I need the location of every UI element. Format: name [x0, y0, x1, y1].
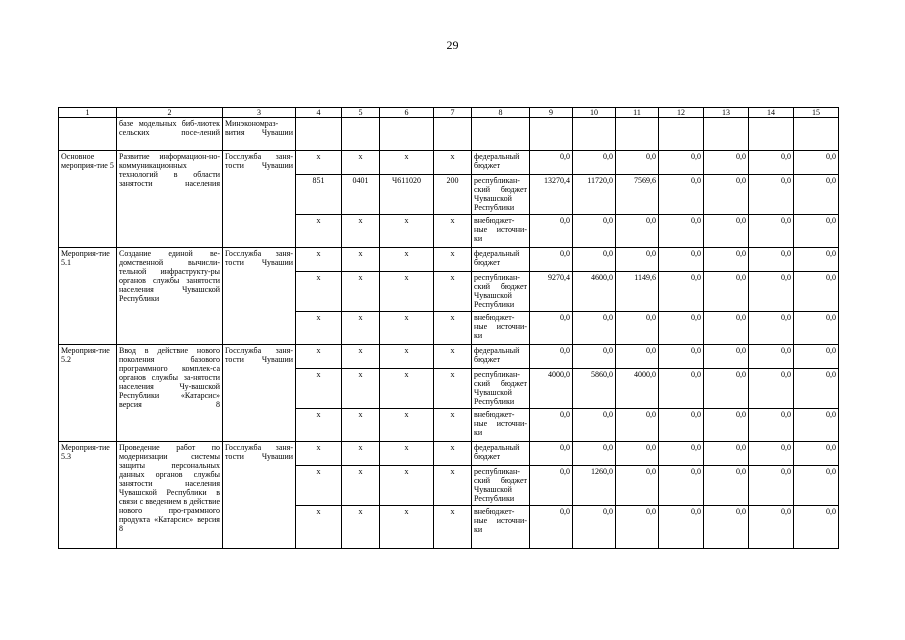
code-cell: x [296, 466, 342, 506]
column-header: 15 [794, 108, 839, 118]
code-cell: x [434, 369, 472, 409]
column-header: 10 [573, 108, 616, 118]
code-cell: x [434, 442, 472, 466]
value-cell: 0,0 [704, 409, 749, 442]
code-cell: x [380, 442, 434, 466]
measure-name: Мероприя-тие 5.2 [59, 345, 117, 442]
value-cell: 0,0 [659, 506, 704, 549]
code-cell: x [434, 248, 472, 272]
value-cell: 5860,0 [573, 369, 616, 409]
code-cell: x [342, 369, 380, 409]
value-cell: 0,0 [794, 369, 839, 409]
value-cell: 0,0 [794, 506, 839, 549]
value-cell: 0,0 [659, 272, 704, 312]
code-cell: x [342, 466, 380, 506]
budget-table [58, 107, 839, 549]
code-cell: x [342, 312, 380, 345]
value-cell: 0,0 [530, 506, 573, 549]
value-cell: 0,0 [794, 215, 839, 248]
value-cell: 4600,0 [573, 272, 616, 312]
value-cell: 0,0 [794, 409, 839, 442]
funding-source: республикан-ский бюджет Чувашской Республики [472, 369, 530, 409]
page-number: 29 [446, 38, 459, 52]
value-cell: 0,0 [704, 175, 749, 215]
measure-executor: Госслужба заня-тости Чувашии [223, 248, 296, 345]
code-cell: x [380, 151, 434, 175]
code-cell: x [380, 215, 434, 248]
code-cell: 0401 [342, 175, 380, 215]
continuation-cell [704, 118, 749, 151]
value-cell: 0,0 [794, 272, 839, 312]
measure-executor: Госслужба заня-тости Чувашии [223, 345, 296, 442]
column-header: 13 [704, 108, 749, 118]
value-cell: 0,0 [616, 506, 659, 549]
column-header: 9 [530, 108, 573, 118]
measure-description: Создание единой ве-домственной вычисли-тельной инфраструкту-ры органов службы занятости населения Чувашской Республики [117, 248, 223, 345]
continuation-row [59, 118, 839, 151]
code-cell: x [434, 345, 472, 369]
value-cell: 0,0 [530, 442, 573, 466]
code-cell: Ч611020 [380, 175, 434, 215]
code-cell: 851 [296, 175, 342, 215]
code-cell: x [296, 312, 342, 345]
value-cell: 0,0 [794, 466, 839, 506]
code-cell: x [380, 369, 434, 409]
code-cell: x [342, 151, 380, 175]
continuation-cell [296, 118, 342, 151]
value-cell: 0,0 [530, 151, 573, 175]
value-cell: 0,0 [659, 248, 704, 272]
code-cell: x [296, 151, 342, 175]
continuation-description: базе модельных биб-лиотек сельских посе-лений [117, 118, 223, 151]
funding-source: республикан-ский бюджет Чувашской Республики [472, 466, 530, 506]
funding-source: внебюджет-ные источни-ки [472, 215, 530, 248]
value-cell: 0,0 [616, 442, 659, 466]
column-header: 1 [59, 108, 117, 118]
value-cell: 7569,6 [616, 175, 659, 215]
funding-source: республикан-ский бюджет Чувашской Республики [472, 175, 530, 215]
code-cell: x [342, 215, 380, 248]
value-cell: 9270,4 [530, 272, 573, 312]
measure-description: Развитие информацион-но-коммуникационных технологий в области занятости населения [117, 151, 223, 248]
funding-source: федеральный бюджет [472, 442, 530, 466]
code-cell: x [434, 272, 472, 312]
code-cell: x [296, 442, 342, 466]
code-cell: x [380, 272, 434, 312]
code-cell: x [342, 345, 380, 369]
code-cell: x [296, 345, 342, 369]
funding-source: внебюджет-ные источни-ки [472, 506, 530, 549]
value-cell: 0,0 [659, 466, 704, 506]
funding-source: федеральный бюджет [472, 345, 530, 369]
value-cell: 0,0 [659, 345, 704, 369]
continuation-cell [342, 118, 380, 151]
value-cell: 0,0 [530, 466, 573, 506]
code-cell: x [434, 409, 472, 442]
value-cell: 0,0 [573, 345, 616, 369]
value-cell: 0,0 [573, 442, 616, 466]
column-header: 11 [616, 108, 659, 118]
value-cell: 0,0 [794, 248, 839, 272]
value-cell: 0,0 [616, 248, 659, 272]
code-cell: x [296, 272, 342, 312]
column-header: 12 [659, 108, 704, 118]
column-header: 2 [117, 108, 223, 118]
code-cell: x [296, 248, 342, 272]
value-cell: 0,0 [749, 312, 794, 345]
continuation-cell [530, 118, 573, 151]
value-cell: 0,0 [794, 442, 839, 466]
column-header: 8 [472, 108, 530, 118]
value-cell: 0,0 [749, 175, 794, 215]
value-cell: 0,0 [616, 345, 659, 369]
code-cell: x [380, 466, 434, 506]
value-cell: 11720,0 [573, 175, 616, 215]
value-cell: 13270,4 [530, 175, 573, 215]
value-cell: 0,0 [749, 442, 794, 466]
code-cell: x [380, 345, 434, 369]
measure-description: Ввод в действие нового поколения базового программного комплек-са органов службы за-нятости населения Чу-вашской Республики «Катарсис» версия 8 [117, 345, 223, 442]
value-cell: 0,0 [530, 345, 573, 369]
table-row [59, 248, 839, 272]
value-cell: 0,0 [530, 215, 573, 248]
value-cell: 0,0 [659, 442, 704, 466]
value-cell: 0,0 [616, 312, 659, 345]
continuation-cell [659, 118, 704, 151]
value-cell: 0,0 [659, 369, 704, 409]
value-cell: 0,0 [749, 506, 794, 549]
code-cell: x [342, 272, 380, 312]
code-cell: x [342, 442, 380, 466]
continuation-cell [794, 118, 839, 151]
value-cell: 1149,6 [616, 272, 659, 312]
value-cell: 0,0 [659, 151, 704, 175]
column-header: 4 [296, 108, 342, 118]
funding-source: республикан-ский бюджет Чувашской Республики [472, 272, 530, 312]
code-cell: x [380, 409, 434, 442]
value-cell: 0,0 [749, 215, 794, 248]
funding-source: внебюджет-ные источни-ки [472, 312, 530, 345]
value-cell: 4000,0 [530, 369, 573, 409]
code-cell: x [296, 506, 342, 549]
value-cell: 0,0 [749, 248, 794, 272]
continuation-cell [616, 118, 659, 151]
table-row [59, 151, 839, 175]
value-cell: 0,0 [573, 506, 616, 549]
continuation-executor: Минэкономраз-вития Чувашии [223, 118, 296, 151]
value-cell: 4000,0 [616, 369, 659, 409]
continuation-cell [59, 118, 117, 151]
value-cell: 0,0 [616, 409, 659, 442]
code-cell: x [434, 466, 472, 506]
table-row [59, 442, 839, 466]
value-cell: 0,0 [659, 409, 704, 442]
value-cell: 0,0 [704, 442, 749, 466]
value-cell: 0,0 [704, 272, 749, 312]
code-cell: x [434, 312, 472, 345]
continuation-cell [749, 118, 794, 151]
value-cell: 0,0 [704, 345, 749, 369]
value-cell: 0,0 [530, 312, 573, 345]
measure-name: Основное мероприя-тие 5 [59, 151, 117, 248]
value-cell: 0,0 [573, 215, 616, 248]
value-cell: 0,0 [749, 369, 794, 409]
value-cell: 0,0 [749, 272, 794, 312]
column-header: 7 [434, 108, 472, 118]
value-cell: 0,0 [573, 248, 616, 272]
value-cell: 0,0 [573, 151, 616, 175]
value-cell: 0,0 [794, 151, 839, 175]
code-cell: x [342, 409, 380, 442]
continuation-cell [380, 118, 434, 151]
value-cell: 0,0 [659, 312, 704, 345]
column-header: 6 [380, 108, 434, 118]
value-cell: 0,0 [573, 312, 616, 345]
value-cell: 0,0 [704, 466, 749, 506]
value-cell: 0,0 [616, 215, 659, 248]
code-cell: x [380, 312, 434, 345]
value-cell: 0,0 [530, 248, 573, 272]
code-cell: x [342, 506, 380, 549]
code-cell: x [434, 215, 472, 248]
value-cell: 0,0 [573, 409, 616, 442]
value-cell: 0,0 [704, 312, 749, 345]
measure-executor: Госслужба заня-тости Чувашии [223, 151, 296, 248]
continuation-cell [472, 118, 530, 151]
continuation-cell [573, 118, 616, 151]
table-row [59, 345, 839, 369]
value-cell: 0,0 [749, 345, 794, 369]
code-cell: x [296, 409, 342, 442]
value-cell: 0,0 [749, 409, 794, 442]
value-cell: 0,0 [659, 175, 704, 215]
measure-executor: Госслужба заня-тости Чувашии [223, 442, 296, 549]
code-cell: x [380, 506, 434, 549]
value-cell: 0,0 [794, 345, 839, 369]
value-cell: 0,0 [794, 175, 839, 215]
code-cell: x [434, 506, 472, 549]
continuation-cell [434, 118, 472, 151]
measure-name: Мероприя-тие 5.1 [59, 248, 117, 345]
value-cell: 0,0 [794, 312, 839, 345]
value-cell: 0,0 [616, 466, 659, 506]
code-cell: x [434, 151, 472, 175]
header-row [59, 108, 839, 118]
value-cell: 0,0 [749, 151, 794, 175]
code-cell: x [296, 215, 342, 248]
funding-source: федеральный бюджет [472, 151, 530, 175]
value-cell: 0,0 [704, 369, 749, 409]
code-cell: x [342, 248, 380, 272]
measure-name: Мероприя-тие 5.3 [59, 442, 117, 549]
value-cell: 0,0 [704, 248, 749, 272]
column-header: 14 [749, 108, 794, 118]
value-cell: 0,0 [530, 409, 573, 442]
funding-source: федеральный бюджет [472, 248, 530, 272]
code-cell: x [296, 369, 342, 409]
value-cell: 0,0 [616, 151, 659, 175]
value-cell: 0,0 [704, 215, 749, 248]
value-cell: 0,0 [659, 215, 704, 248]
value-cell: 1260,0 [573, 466, 616, 506]
value-cell: 0,0 [749, 466, 794, 506]
value-cell: 0,0 [704, 506, 749, 549]
column-header: 5 [342, 108, 380, 118]
funding-source: внебюджет-ные источни-ки [472, 409, 530, 442]
measure-description: Проведение работ по модернизации системы защиты персональных данных органов службы занятости населения Чувашской Республики в связи с введением в действие нового про-граммного продукта «Катарсис» версия 8 [117, 442, 223, 549]
value-cell: 0,0 [704, 151, 749, 175]
code-cell: 200 [434, 175, 472, 215]
column-header: 3 [223, 108, 296, 118]
code-cell: x [380, 248, 434, 272]
